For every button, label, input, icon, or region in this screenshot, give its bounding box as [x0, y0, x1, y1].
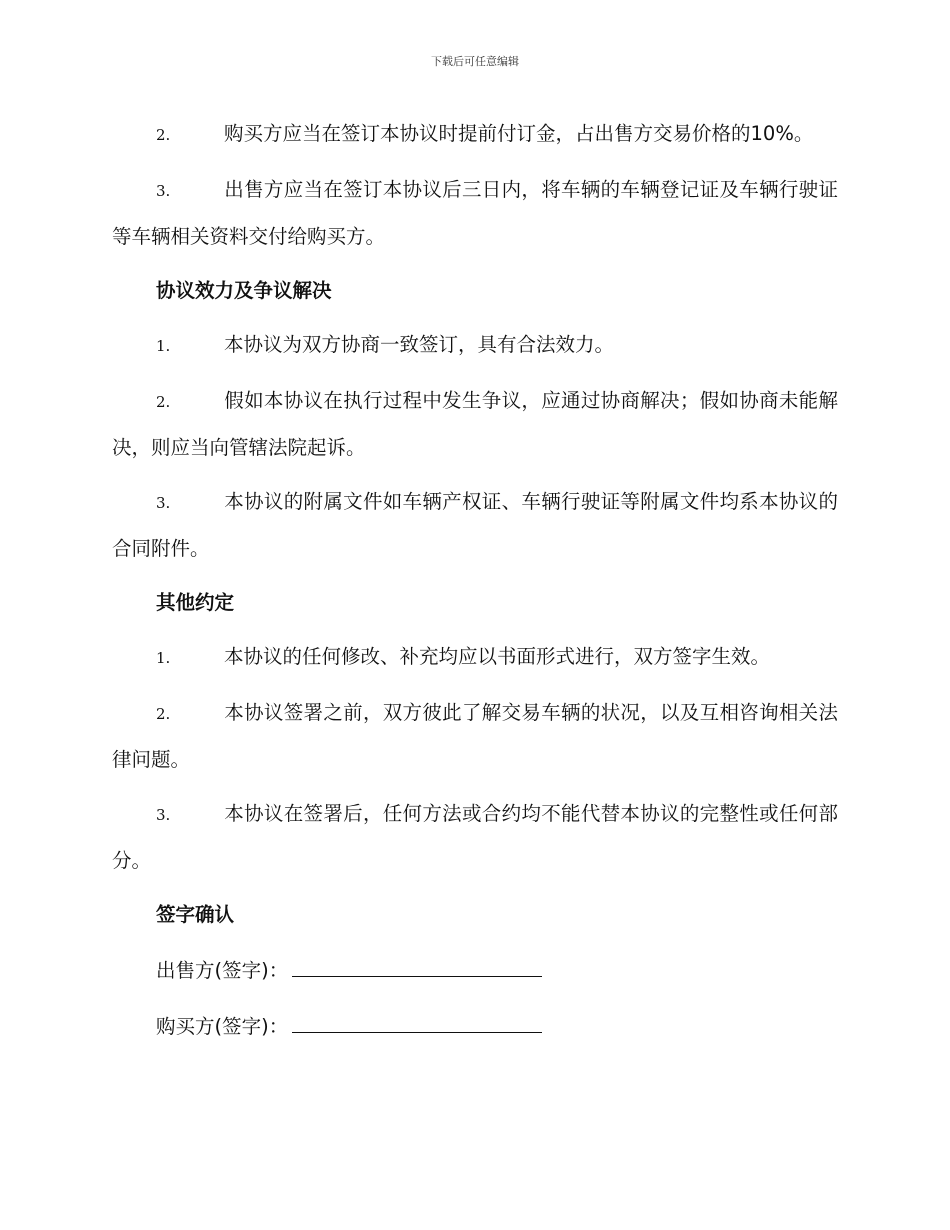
- item-text: 本协议的任何修改、补充均应以书面形式进行，双方签字生效。: [224, 645, 771, 668]
- item-text: 出售方应当在签订本协议后三日内，将车辆的车辆登记证及车辆行驶证等车辆相关资料交付给购买方。: [112, 178, 838, 248]
- item-text: 本协议为双方协商一致签订，具有合法效力。: [224, 333, 615, 356]
- payment-item-3: [112, 167, 838, 259]
- item-number: 1.: [156, 649, 171, 667]
- validity-item-1: [112, 322, 838, 369]
- item-text: 购买方应当在签订本协议时提前付订金，占出售方交易价格的10%。: [224, 122, 814, 145]
- item-number: 3.: [156, 806, 171, 824]
- buyer-signature-blank: [292, 1002, 542, 1033]
- buyer-signature-line: [112, 1002, 838, 1049]
- other-item-3: [112, 791, 838, 883]
- other-item-2: [112, 690, 838, 782]
- validity-item-3: [112, 479, 838, 571]
- document-body: [112, 111, 838, 1058]
- item-text: 假如本协议在执行过程中发生争议，应通过协商解决；假如协商未能解决，则应当向管辖法院起诉。: [112, 389, 838, 459]
- item-number: 2.: [156, 705, 171, 723]
- item-number: 2.: [156, 393, 171, 411]
- other-item-1: [112, 634, 838, 681]
- item-text: 本协议签署之前，双方彼此了解交易车辆的状况，以及互相咨询相关法律问题。: [112, 701, 838, 771]
- validity-item-2: [112, 378, 838, 470]
- item-text: 本协议在签署后，任何方法或合约均不能代替本协议的完整性或任何部分。: [112, 802, 838, 872]
- seller-signature-line: [112, 946, 838, 993]
- seller-signature-label: 出售方(签字)：: [156, 959, 289, 982]
- page-header: 下载后可任意编辑: [431, 55, 519, 68]
- section-heading-signature: 签字确认: [156, 903, 235, 926]
- item-number: 1.: [156, 337, 171, 355]
- payment-item-2: [112, 111, 838, 158]
- buyer-signature-label: 购买方(签字)：: [156, 1015, 289, 1038]
- item-text: 本协议的附属文件如车辆产权证、车辆行驶证等附属文件均系本协议的合同附件。: [112, 490, 838, 560]
- item-number: 3.: [156, 182, 171, 200]
- section-heading-other: 其他约定: [156, 591, 235, 614]
- item-number: 3.: [156, 494, 171, 512]
- section-heading-validity: 协议效力及争议解决: [156, 279, 332, 302]
- item-number: 2.: [156, 126, 171, 144]
- seller-signature-blank: [292, 946, 542, 977]
